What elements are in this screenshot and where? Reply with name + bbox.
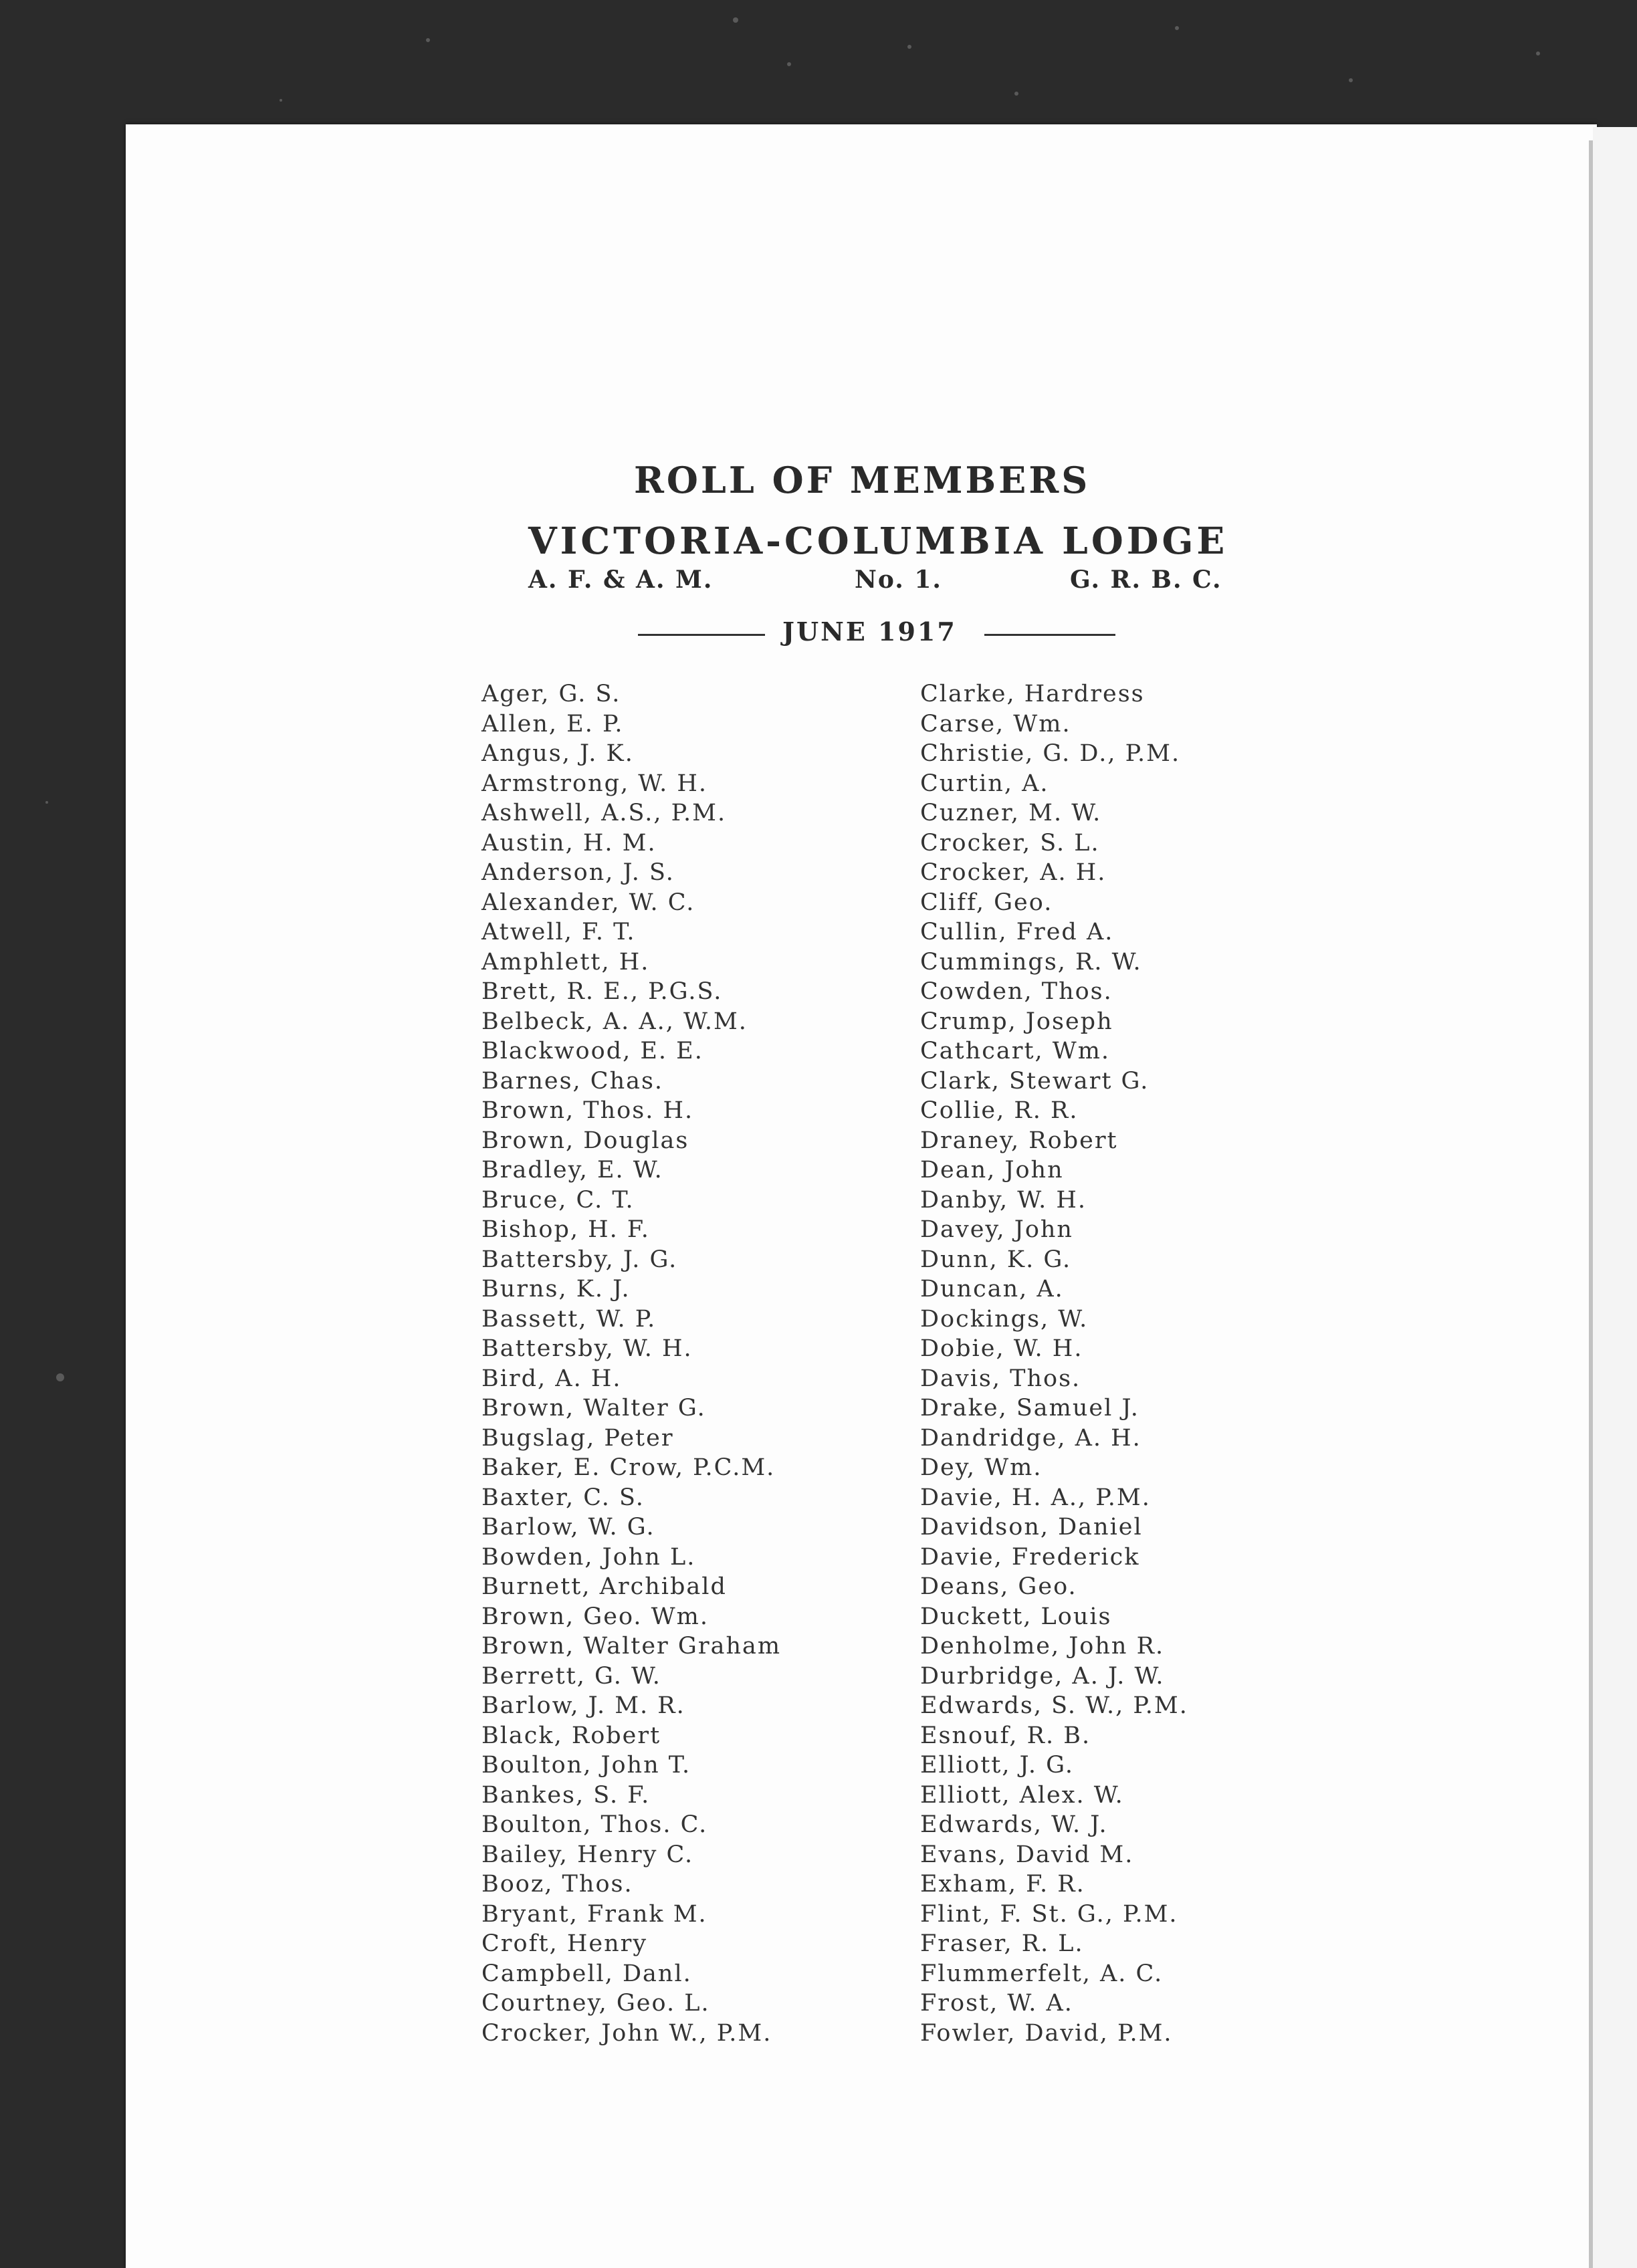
member-name: Burnett, Archibald	[481, 1573, 727, 1600]
document-page	[126, 124, 1597, 2268]
member-name: Elliott, Alex. W.	[920, 1781, 1124, 1809]
member-name: Battersby, W. H.	[481, 1335, 693, 1362]
member-name: Baxter, C. S.	[481, 1484, 645, 1511]
member-name: Elliott, J. G.	[920, 1752, 1074, 1779]
member-name: Burns, K. J.	[481, 1276, 631, 1302]
lodge-name: VICTORIA-COLUMBIA LODGE	[528, 519, 1228, 562]
member-name: Crocker, A. H.	[920, 859, 1107, 886]
member-name: Carse, Wm.	[920, 710, 1071, 738]
member-name: Atwell, F. T.	[481, 919, 636, 945]
member-name: Danby, W. H.	[920, 1186, 1087, 1214]
member-name: Berrett, G. W.	[481, 1662, 661, 1690]
member-name: Fowler, David, P.M.	[920, 2019, 1173, 2047]
member-name: Brown, Walter Graham	[481, 1633, 782, 1660]
member-name: Boulton, John T.	[481, 1752, 691, 1779]
member-name: Bowden, John L.	[481, 1543, 696, 1571]
member-name: Duckett, Louis	[920, 1603, 1112, 1630]
document-title: ROLL OF MEMBERS	[634, 459, 1091, 501]
member-name: Deans, Geo.	[920, 1573, 1077, 1600]
member-name: Christie, G. D., P.M.	[920, 740, 1181, 767]
member-name: Blackwood, E. E.	[481, 1038, 703, 1064]
member-name: Belbeck, A. A., W.M.	[481, 1008, 748, 1035]
date-rule-left	[638, 634, 765, 636]
designation-mid: No. 1.	[855, 566, 942, 594]
member-name: Ager, G. S.	[481, 681, 621, 707]
member-name: Cummings, R. W.	[920, 948, 1142, 976]
member-name: Bassett, W. P.	[481, 1305, 657, 1333]
member-name: Dunn, K. G.	[920, 1246, 1072, 1273]
member-name: Fraser, R. L.	[920, 1930, 1084, 1957]
roll-date: JUNE 1917	[782, 616, 957, 647]
member-name: Flint, F. St. G., P.M.	[920, 1900, 1178, 1928]
member-name: Courtney, Geo. L.	[481, 1990, 710, 2017]
member-name: Barlow, W. G.	[481, 1514, 655, 1541]
member-name: Esnouf, R. B.	[920, 1722, 1091, 1749]
member-name: Davie, Frederick	[920, 1543, 1140, 1571]
member-name: Brown, Geo. Wm.	[481, 1603, 709, 1630]
member-name: Collie, R. R.	[920, 1097, 1079, 1124]
member-name: Brown, Walter G.	[481, 1395, 706, 1422]
member-name: Exham, F. R.	[920, 1871, 1085, 1898]
member-name: Frost, W. A.	[920, 1990, 1073, 2017]
member-name: Campbell, Danl.	[481, 1960, 692, 1987]
member-name: Bradley, E. W.	[481, 1157, 663, 1183]
member-name: Crump, Joseph	[920, 1008, 1113, 1035]
member-name: Davey, John	[920, 1216, 1073, 1243]
member-name: Cliff, Geo.	[920, 889, 1053, 916]
member-name: Amphlett, H.	[481, 948, 650, 976]
member-name: Armstrong, W. H.	[481, 770, 707, 797]
member-name: Austin, H. M.	[481, 829, 657, 857]
member-name: Duncan, A.	[920, 1276, 1064, 1302]
member-name: Cullin, Fred A.	[920, 919, 1114, 945]
member-name: Bryant, Frank M.	[481, 1900, 707, 1928]
member-name: Bailey, Henry C.	[481, 1841, 694, 1868]
member-name: Davie, H. A., P.M.	[920, 1484, 1151, 1511]
member-name: Brett, R. E., P.G.S.	[481, 978, 723, 1005]
member-name: Drake, Samuel J.	[920, 1395, 1139, 1422]
designation-right: G. R. B. C.	[1070, 566, 1222, 594]
member-name: Brown, Thos. H.	[481, 1097, 694, 1124]
member-name: Barnes, Chas.	[481, 1067, 664, 1095]
members-column-right	[920, 679, 1188, 2048]
member-name: Dobie, W. H.	[920, 1335, 1083, 1362]
member-name: Bird, A. H.	[481, 1365, 622, 1392]
member-name: Brown, Douglas	[481, 1127, 689, 1154]
member-name: Bugslag, Peter	[481, 1424, 674, 1452]
member-name: Battersby, J. G.	[481, 1246, 678, 1273]
date-rule-right	[984, 634, 1115, 636]
member-name: Edwards, S. W., P.M.	[920, 1692, 1188, 1719]
member-name: Davis, Thos.	[920, 1365, 1081, 1392]
facing-page-edge	[1593, 127, 1637, 2268]
member-name: Edwards, W. J.	[920, 1811, 1108, 1838]
member-name: Dockings, W.	[920, 1305, 1089, 1333]
member-name: Crocker, S. L.	[920, 829, 1100, 857]
member-name: Alexander, W. C.	[481, 889, 695, 916]
member-name: Barlow, J. M. R.	[481, 1692, 685, 1719]
member-name: Bishop, H. F.	[481, 1216, 650, 1243]
member-name: Anderson, J. S.	[481, 859, 675, 886]
member-name: Evans, David M.	[920, 1841, 1134, 1868]
member-name: Denholme, John R.	[920, 1633, 1165, 1660]
member-name: Flummerfelt, A. C.	[920, 1960, 1164, 1987]
members-column-left	[481, 679, 781, 2048]
member-name: Black, Robert	[481, 1722, 661, 1749]
designation-left: A. F. & A. M.	[528, 566, 714, 594]
member-name: Booz, Thos.	[481, 1871, 633, 1898]
member-name: Bankes, S. F.	[481, 1781, 651, 1809]
member-name: Durbridge, A. J. W.	[920, 1662, 1165, 1690]
member-name: Baker, E. Crow, P.C.M.	[481, 1454, 776, 1481]
member-name: Dandridge, A. H.	[920, 1424, 1141, 1452]
member-name: Ashwell, A.S., P.M.	[481, 800, 727, 826]
member-name: Dean, John	[920, 1157, 1064, 1183]
member-name: Clark, Stewart G.	[920, 1067, 1150, 1095]
member-name: Cuzner, M. W.	[920, 800, 1102, 826]
member-name: Croft, Henry	[481, 1930, 648, 1957]
member-name: Clarke, Hardress	[920, 681, 1145, 707]
member-name: Bruce, C. T.	[481, 1186, 635, 1214]
member-name: Allen, E. P.	[481, 710, 624, 738]
member-name: Boulton, Thos. C.	[481, 1811, 708, 1838]
member-name: Cowden, Thos.	[920, 978, 1113, 1005]
member-name: Draney, Robert	[920, 1127, 1118, 1154]
member-name: Davidson, Daniel	[920, 1514, 1143, 1541]
member-name: Curtin, A.	[920, 770, 1049, 797]
member-name: Crocker, John W., P.M.	[481, 2019, 772, 2047]
member-name: Cathcart, Wm.	[920, 1038, 1111, 1064]
member-name: Dey, Wm.	[920, 1454, 1043, 1481]
member-name: Angus, J. K.	[481, 740, 634, 767]
